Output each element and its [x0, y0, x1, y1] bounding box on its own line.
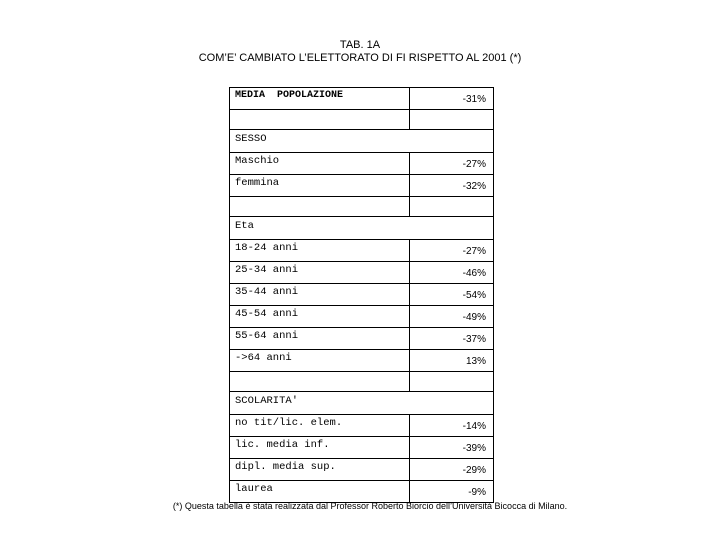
row-label: 25-34 anni [230, 262, 410, 284]
spacer-row [230, 110, 494, 130]
data-table [229, 87, 494, 503]
row-value: -29% [410, 459, 494, 481]
table-row [230, 437, 494, 459]
row-label: no tit/lic. elem. [230, 415, 410, 437]
row-value: -27% [410, 240, 494, 262]
header-row [230, 88, 494, 110]
row-label: ->64 anni [230, 350, 410, 372]
section-header-eta [230, 217, 494, 240]
row-label: 35-44 anni [230, 284, 410, 306]
table-subtitle: COM’E’ CAMBIATO L’ELETTORATO DI FI RISPETTO AL 2001 (*) [198, 52, 522, 64]
row-label: 18-24 anni [230, 240, 410, 262]
row-value: -49% [410, 306, 494, 328]
table-title: TAB. 1A [339, 39, 381, 51]
row-value: -46% [410, 262, 494, 284]
row-label: dipl. media sup. [230, 459, 410, 481]
table-row [230, 350, 494, 372]
table-row [230, 240, 494, 262]
row-value: 13% [410, 350, 494, 372]
row-label: Maschio [230, 153, 410, 175]
table-row [230, 175, 494, 197]
header-label [230, 88, 410, 110]
table-row [230, 306, 494, 328]
table-row [230, 284, 494, 306]
section-header-sesso [230, 130, 494, 153]
header-value: -31% [410, 88, 494, 110]
table-row [230, 328, 494, 350]
table-row [230, 415, 494, 437]
section-title: Eta [230, 217, 494, 240]
row-label: femmina [230, 175, 410, 197]
row-value: -54% [410, 284, 494, 306]
spacer-row [230, 197, 494, 217]
row-value: -37% [410, 328, 494, 350]
row-label: laurea [230, 481, 410, 503]
row-value: -39% [410, 437, 494, 459]
row-value: -9% [410, 481, 494, 503]
header-label-popolazione: POPOLAZIONE [277, 90, 344, 101]
section-header-scolarita [230, 392, 494, 415]
table-row [230, 481, 494, 503]
section-title: SCOLARITA' [230, 392, 494, 415]
row-label: lic. media inf. [230, 437, 410, 459]
spacer-row [230, 372, 494, 392]
row-label: 45-54 anni [230, 306, 410, 328]
section-title: SESSO [230, 130, 494, 153]
row-label: 55-64 anni [230, 328, 410, 350]
table-row [230, 459, 494, 481]
header-label-media: MEDIA [235, 90, 266, 101]
row-value: -14% [410, 415, 494, 437]
table-row [230, 153, 494, 175]
row-value: -27% [410, 153, 494, 175]
row-value: -32% [410, 175, 494, 197]
table-row [230, 262, 494, 284]
footnote: (*) Questa tabella è stata realizzata dal Professor Roberto Biorcio dell’Università Bicocca di Milano. [172, 501, 568, 511]
